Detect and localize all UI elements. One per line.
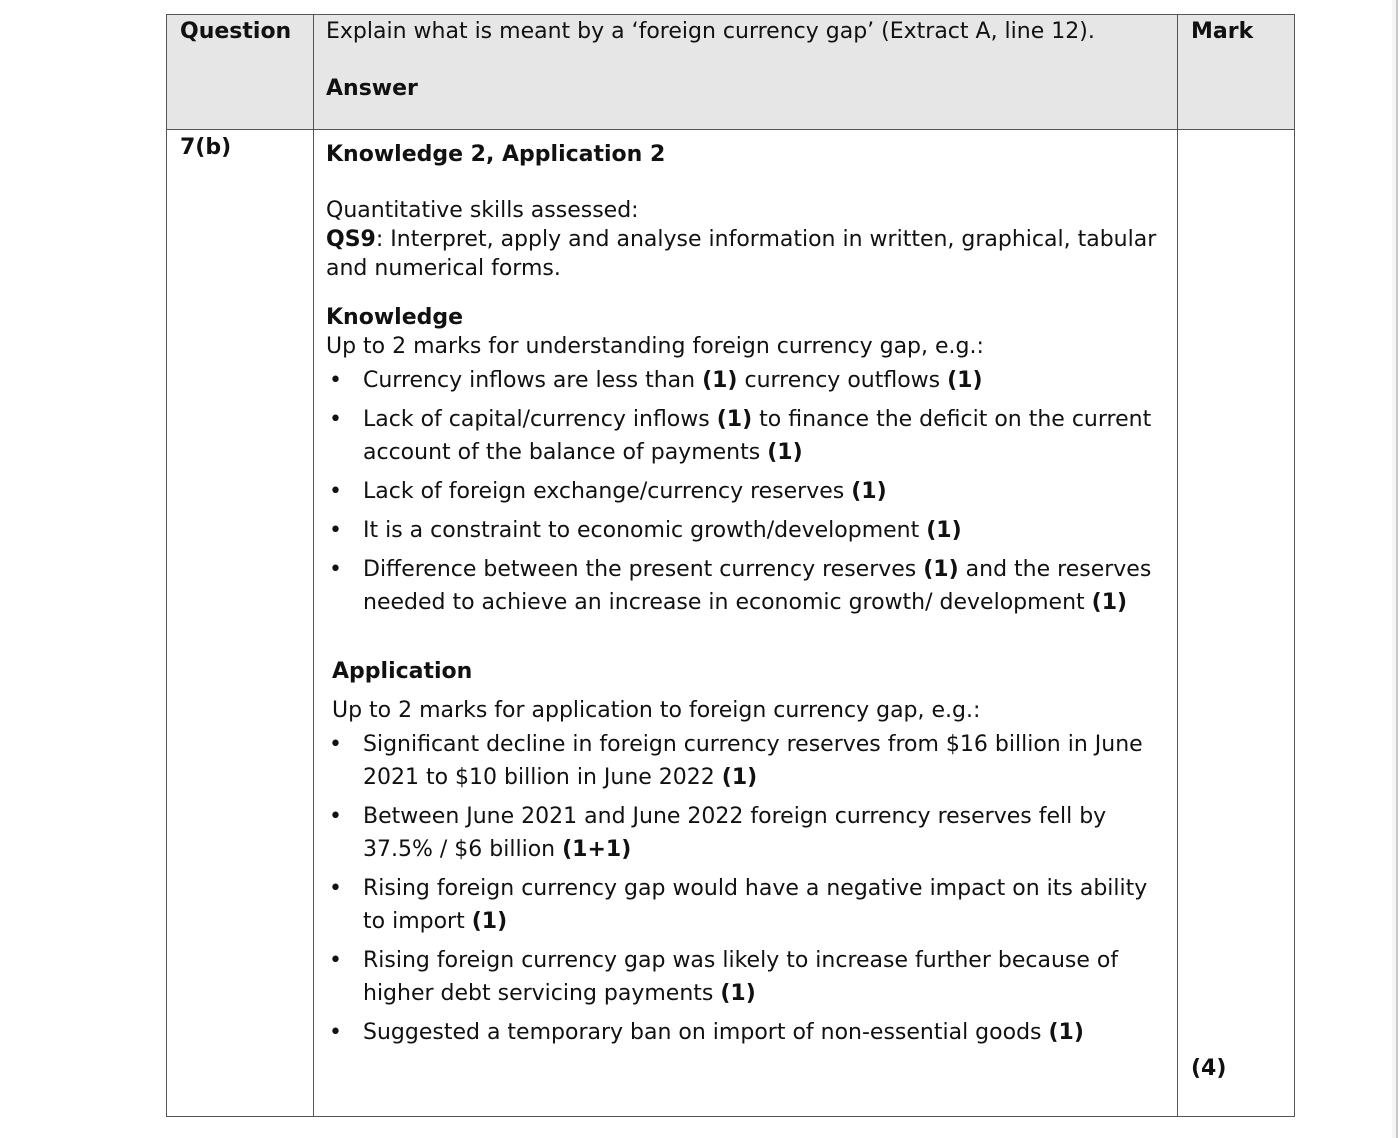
qs-intro: Quantitative skills assessed: (326, 198, 639, 223)
list-item (326, 403, 1177, 469)
item-text: Currency inflows are less than (363, 368, 703, 393)
item-text: Lack of capital/currency inflows (363, 407, 717, 432)
item-text: Between June 2021 and June 2022 foreign currency reserves fell by 37.5% / $6 billion (363, 804, 1107, 862)
mark-allocation: (1+1) (562, 837, 632, 862)
quantitative-skills (326, 196, 1177, 283)
marks-breakdown: Knowledge 2, Application 2 (326, 142, 666, 167)
answer-cell (314, 130, 1178, 1117)
total-mark: (4) (1191, 1056, 1227, 1081)
mark-cell (1178, 130, 1295, 1117)
table-row (167, 130, 1295, 1117)
list-item (326, 944, 1177, 1010)
list-item (326, 475, 1177, 508)
mark-allocation: (1) (767, 440, 803, 465)
question-number: 7(b) (180, 135, 232, 160)
question-header-cell (167, 15, 314, 130)
item-text: and the reserves needed to achieve an increase in economic growth/ development (363, 557, 1152, 615)
item-text: to finance the deficit on the current account of the balance of payments (363, 407, 1152, 465)
question-text: Explain what is meant by a ‘foreign currency gap’ (Extract A, line 12). (326, 19, 1095, 44)
mark-allocation: (1) (926, 518, 962, 543)
mark-allocation: (1) (851, 479, 887, 504)
application-heading: Application (332, 659, 473, 684)
table-header-row (167, 15, 1295, 130)
question-number-cell (167, 130, 314, 1117)
list-item (326, 800, 1177, 866)
application-list (326, 728, 1177, 1049)
mark-allocation: (1) (720, 981, 756, 1006)
item-text: currency outflows (737, 368, 948, 393)
application-intro: Up to 2 marks for application to foreign currency gap, e.g.: (332, 698, 981, 723)
list-item (326, 728, 1177, 794)
mark-allocation: (1) (721, 765, 758, 790)
item-text: Significant decline in foreign currency reserves from $16 billion in June 2021 to $10 billion in June 2022 (363, 732, 1143, 790)
knowledge-list (326, 364, 1177, 619)
item-text: Suggested a temporary ban on import of non-essential goods (363, 1020, 1049, 1045)
item-text: It is a constraint to economic growth/development (363, 518, 927, 543)
mark-allocation: (1) (923, 557, 959, 582)
item-text: Rising foreign currency gap was likely to increase further because of higher debt servicing payments (363, 948, 1119, 1006)
mark-allocation: (1) (716, 407, 753, 432)
mark-column-label: Mark (1191, 19, 1254, 44)
mark-allocation: (1) (471, 909, 508, 934)
list-item (326, 514, 1177, 547)
item-text: Lack of foreign exchange/currency reserves (363, 479, 852, 504)
mark-allocation: (1) (1091, 590, 1128, 615)
knowledge-intro: Up to 2 marks for understanding foreign currency gap, e.g.: (326, 334, 984, 359)
list-item (326, 1016, 1177, 1049)
qs-text: : Interpret, apply and analyse information in written, graphical, tabular and numerical forms. (326, 227, 1157, 281)
mark-scheme-table (166, 14, 1295, 1117)
mark-header-cell (1178, 15, 1295, 130)
mark-allocation: (1) (1048, 1020, 1084, 1045)
question-text-cell (314, 15, 1178, 130)
question-column-label: Question (180, 19, 292, 44)
answer-label: Answer (326, 76, 418, 101)
list-item (326, 364, 1177, 397)
knowledge-heading: Knowledge (326, 305, 464, 330)
item-text: Rising foreign currency gap would have a negative impact on its ability to import (363, 876, 1148, 934)
qs-line (326, 225, 1177, 283)
qs-code: QS9 (326, 227, 376, 252)
mark-allocation: (1) (947, 368, 983, 393)
mark-allocation: (1) (702, 368, 738, 393)
list-item (326, 872, 1177, 938)
list-item (326, 553, 1177, 619)
item-text: Difference between the present currency reserves (363, 557, 924, 582)
